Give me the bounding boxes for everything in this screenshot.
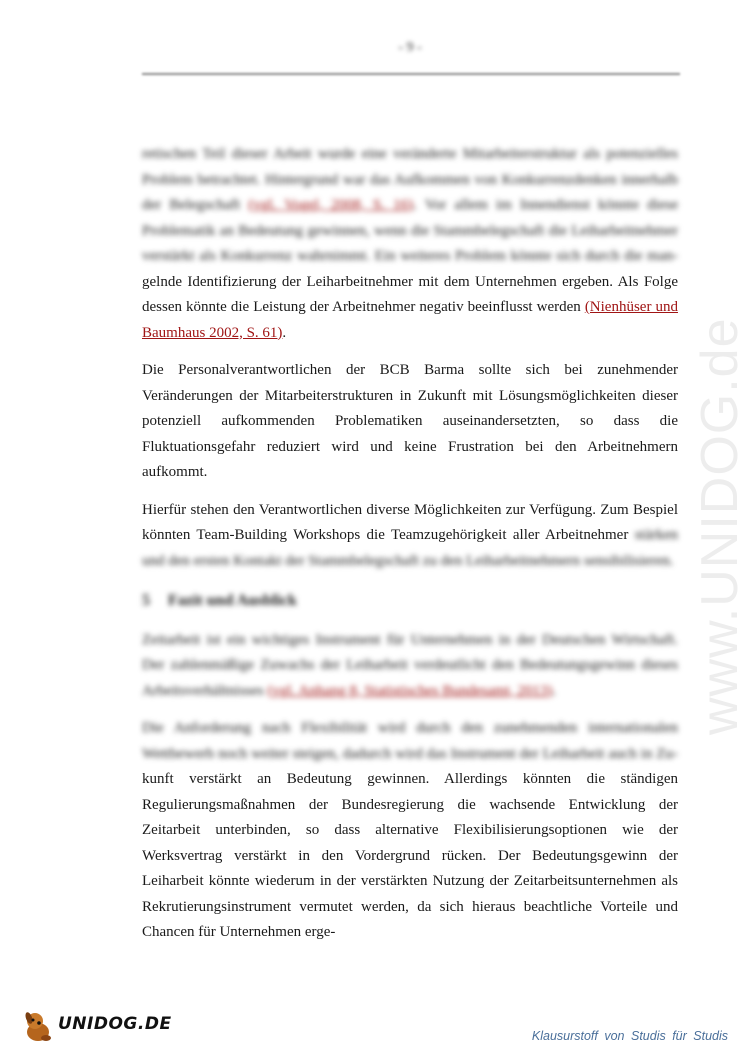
page-number: - 9 - xyxy=(398,40,422,55)
paragraph-4 xyxy=(142,628,678,705)
section-title: Fazit und Ausblick xyxy=(168,592,297,609)
blurred-text: Zeitarbeit ist ein wichtiges Instrument für Unternehmen in der Deutschen Wirtschaft. Der zahlenmäßige Zuwachs der Leiharbeit verdeutlicht den Bedeutungsgewinn dieses Arbeitsverhältnisses (vgl. Anhang 8, Statistisches Bundesamt, 2013). xyxy=(142,631,678,699)
watermark: www.UNIDOG.de xyxy=(691,317,749,735)
document-body xyxy=(142,142,678,958)
visible-text: Hierfür stehen den Verantwortlichen diverse Möglichkeiten zur Verfügung. Zum Bespiel könnten Team-Building Workshops die Teamzugehörigkeit aller Arbeitnehmer xyxy=(142,501,678,543)
paragraph-3 xyxy=(142,498,678,575)
section-heading xyxy=(142,588,678,614)
footer-slogan: Klausurstoff von Studis für Studis xyxy=(531,1029,728,1043)
unidog-logo[interactable] xyxy=(20,1008,172,1048)
paragraph-5 xyxy=(142,716,678,946)
visible-text: kunft verstärkt an Bedeutung gewinnen. Allerdings könnten die ständigen Regulierungsmaßnahmen der Bundesregierung die wachsende Entwicklung der Zeitarbeit unterbinden, so dass alternative Flexibilisierungsoptionen wie der Werksvertrag verstärkt in den Vordergrund rücken. Der Bedeutungsgewinn der Leiharbeit könnte wiederum in der verstärkten Nutzung der Zeitarbeitsunternehmen als Rekrutierungsinstrument vermutet werden, da sich hieraus beachtliche Vorteile und Chancen für Unternehmen erge- xyxy=(142,771,678,940)
paragraph-2 xyxy=(142,358,678,486)
blurred-text: stärken und den ersten Kontakt der Stammbelegschaft zu den Leiharbeitnehmern sensibilisieren. xyxy=(142,527,679,569)
citation-link[interactable]: (vgl. Vogel, 2008, S. 16) xyxy=(248,197,414,213)
logo-text: UNIDOG.DE xyxy=(58,1014,172,1034)
visible-text: gelnde Identifizierung der Leiharbeitnehmer mit dem Unternehmen ergeben. Als Folge dessen könnte die Leistung der Arbeitnehmer negativ beeinflusst werden xyxy=(142,273,678,315)
blurred-text: retischen Teil dieser Arbeit wurde eine veränderte Mitarbeiterstruktur als potenzielles Problem betrachtet. Hintergrund war das Aufkommen von Konkurrenzdenken innerhalb der Belegschaft (vgl. Vogel, 2008, S. 16). Vor allem im Innendienst könnte diese Problematik an Bedeutung gewinnen, wenn die Stammbelegschaft die Leiharbeitnehmer verstärkt als Konkurrenz wahrnimmt. Ein weiteres Problem könnte sich durch die man- xyxy=(142,146,679,264)
section-number: 5 xyxy=(142,592,150,609)
dog-mascot-icon xyxy=(20,1008,56,1044)
blurred-text: Die Anforderung nach Flexibilität wird durch den zunehmenden internationalen Wettbewerb noch weiter steigen, dadurch wird das Instrument der Leiharbeit auch in Zu- xyxy=(142,720,678,762)
paragraph-1: retischen Teil dieser Arbeit wurde eine veränderte Mitarbeiterstruktur als potenzielles Problem betrachtet. Hintergrund war das Aufkommen von Konkurrenzdenken innerhalb der Belegschaft (vgl. Vogel, 2008, S. 16). Vor allem im Innendienst könnte diese Problematik an Bedeutung gewinnen, wenn die Stammbelegschaft die Leiharbeitnehmer verstärkt als Konkurrenz wahrnimmt. Ein weiteres Problem könnte sich durch die man- gelnde Identifizierung der Leiharbeitnehmer mit dem Unternehmen ergeben. Als Folge dessen könnte die Leistung der Arbeitnehmer negativ beeinflusst werden (Nienhüser und Baumhaus 2002, S. 61). xyxy=(142,146,679,341)
citation-link[interactable]: (Nienhüser und Baumhaus 2002, S. 61) xyxy=(142,299,678,341)
citation-link[interactable]: (vgl. Anhang 8, Statistisches Bundesamt, 2013) xyxy=(267,682,553,699)
visible-text: Die Personalverantwortlichen der BCB Barma sollte sich bei zunehmender Veränderungen der Mitarbeiterstrukturen in Zukunft mit Lösungsmöglichkeiten dieser potenziell aufkommenden Problematiken auseinandersetzten, so dass die Fluktuationsgefahr reduziert wird und keine Frustration bei den Arbeitnehmern aufkommt. xyxy=(142,362,678,480)
header-divider xyxy=(142,73,680,75)
